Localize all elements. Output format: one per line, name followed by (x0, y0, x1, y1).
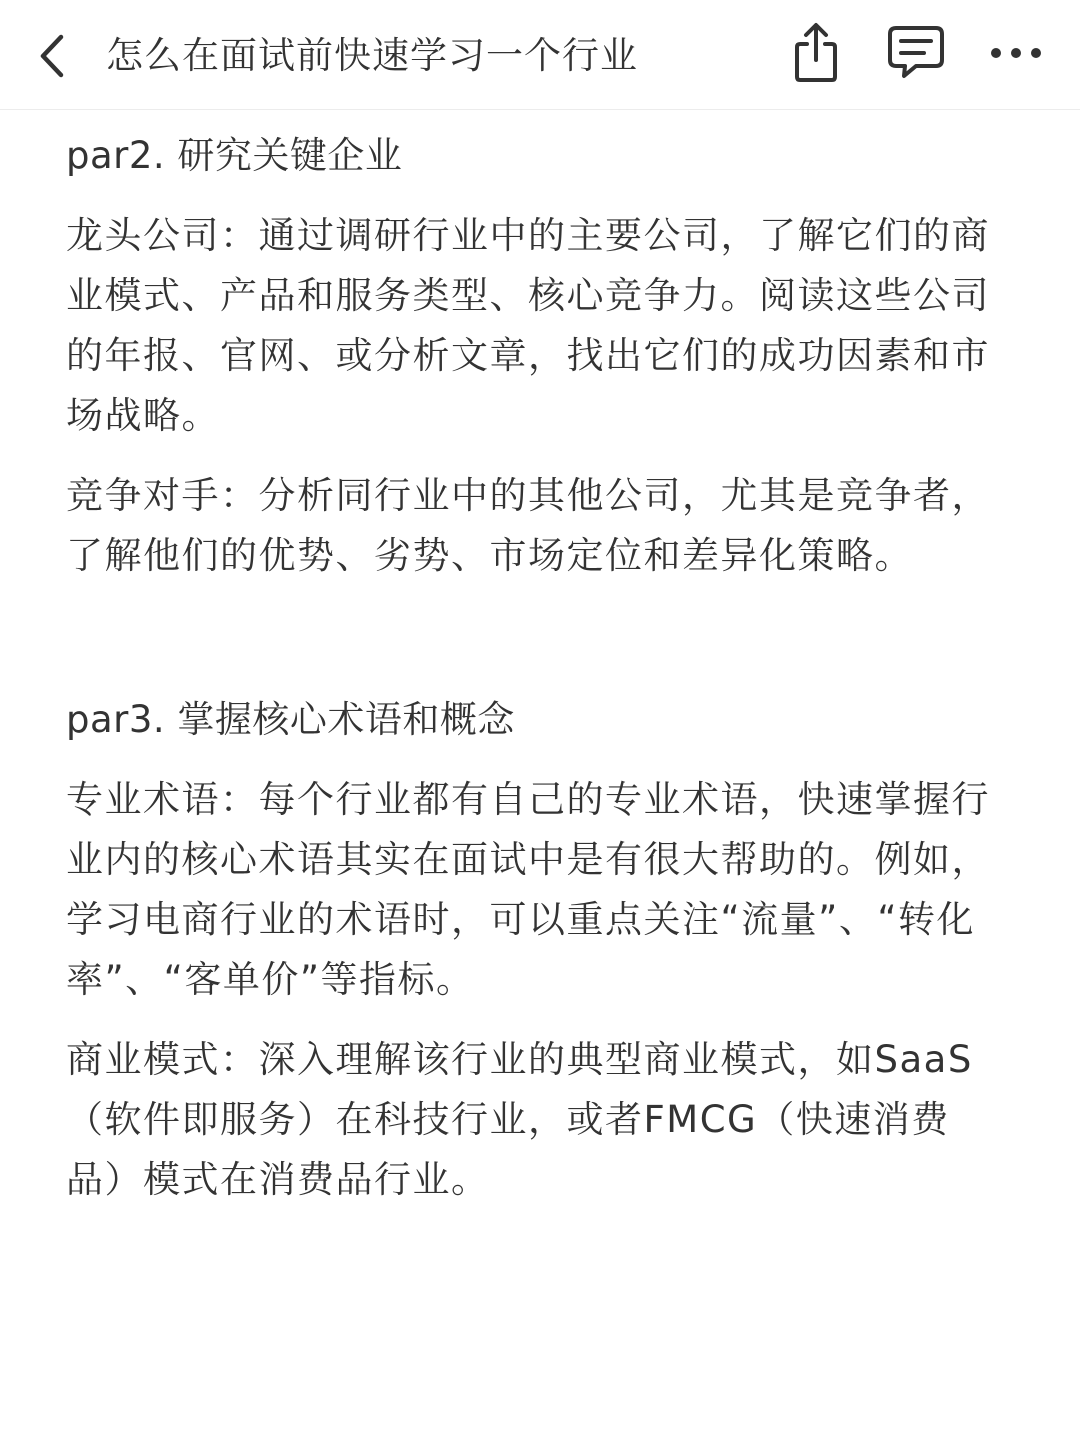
paragraph: 专业术语：每个行业都有自己的专业术语，快速掌握行业内的核心术语其实在面试中是有很大帮助的。例如，学习电商行业的术语时，可以重点关注“流量”、“转化率”、“客单价”等指标。 (66, 778, 990, 1001)
paragraph: 竞争对手：分析同行业中的其他公司，尤其是竞争者，了解他们的优势、劣势、市场定位和差异化策略。 (66, 474, 990, 577)
comment-button[interactable] (883, 20, 949, 86)
more-icon (988, 45, 1044, 61)
page-title: 怎么在面试前快速学习一个行业 (106, 34, 638, 77)
paragraph: 商业模式：深入理解该行业的典型商业模式，如SaaS（软件即服务）在科技行业，或者FMCG（快速消费品）模式在消费品行业。 (66, 1038, 973, 1201)
share-icon (788, 22, 844, 84)
more-button[interactable] (983, 20, 1049, 86)
section-heading: par2. 研究关键企业 (66, 134, 403, 177)
back-button[interactable] (28, 28, 76, 84)
chevron-left-icon (37, 33, 67, 79)
share-button[interactable] (783, 20, 849, 86)
section-heading: par3. 掌握核心术语和概念 (66, 698, 515, 741)
comment-icon (886, 23, 946, 83)
top-navigation-bar (0, 0, 1080, 110)
article-content (66, 110, 1006, 1210)
paragraph: 龙头公司：通过调研行业中的主要公司，了解它们的商业模式、产品和服务类型、核心竞争力。阅读这些公司的年报、官网、或分析文章，找出它们的成功因素和市场战略。 (66, 214, 990, 437)
